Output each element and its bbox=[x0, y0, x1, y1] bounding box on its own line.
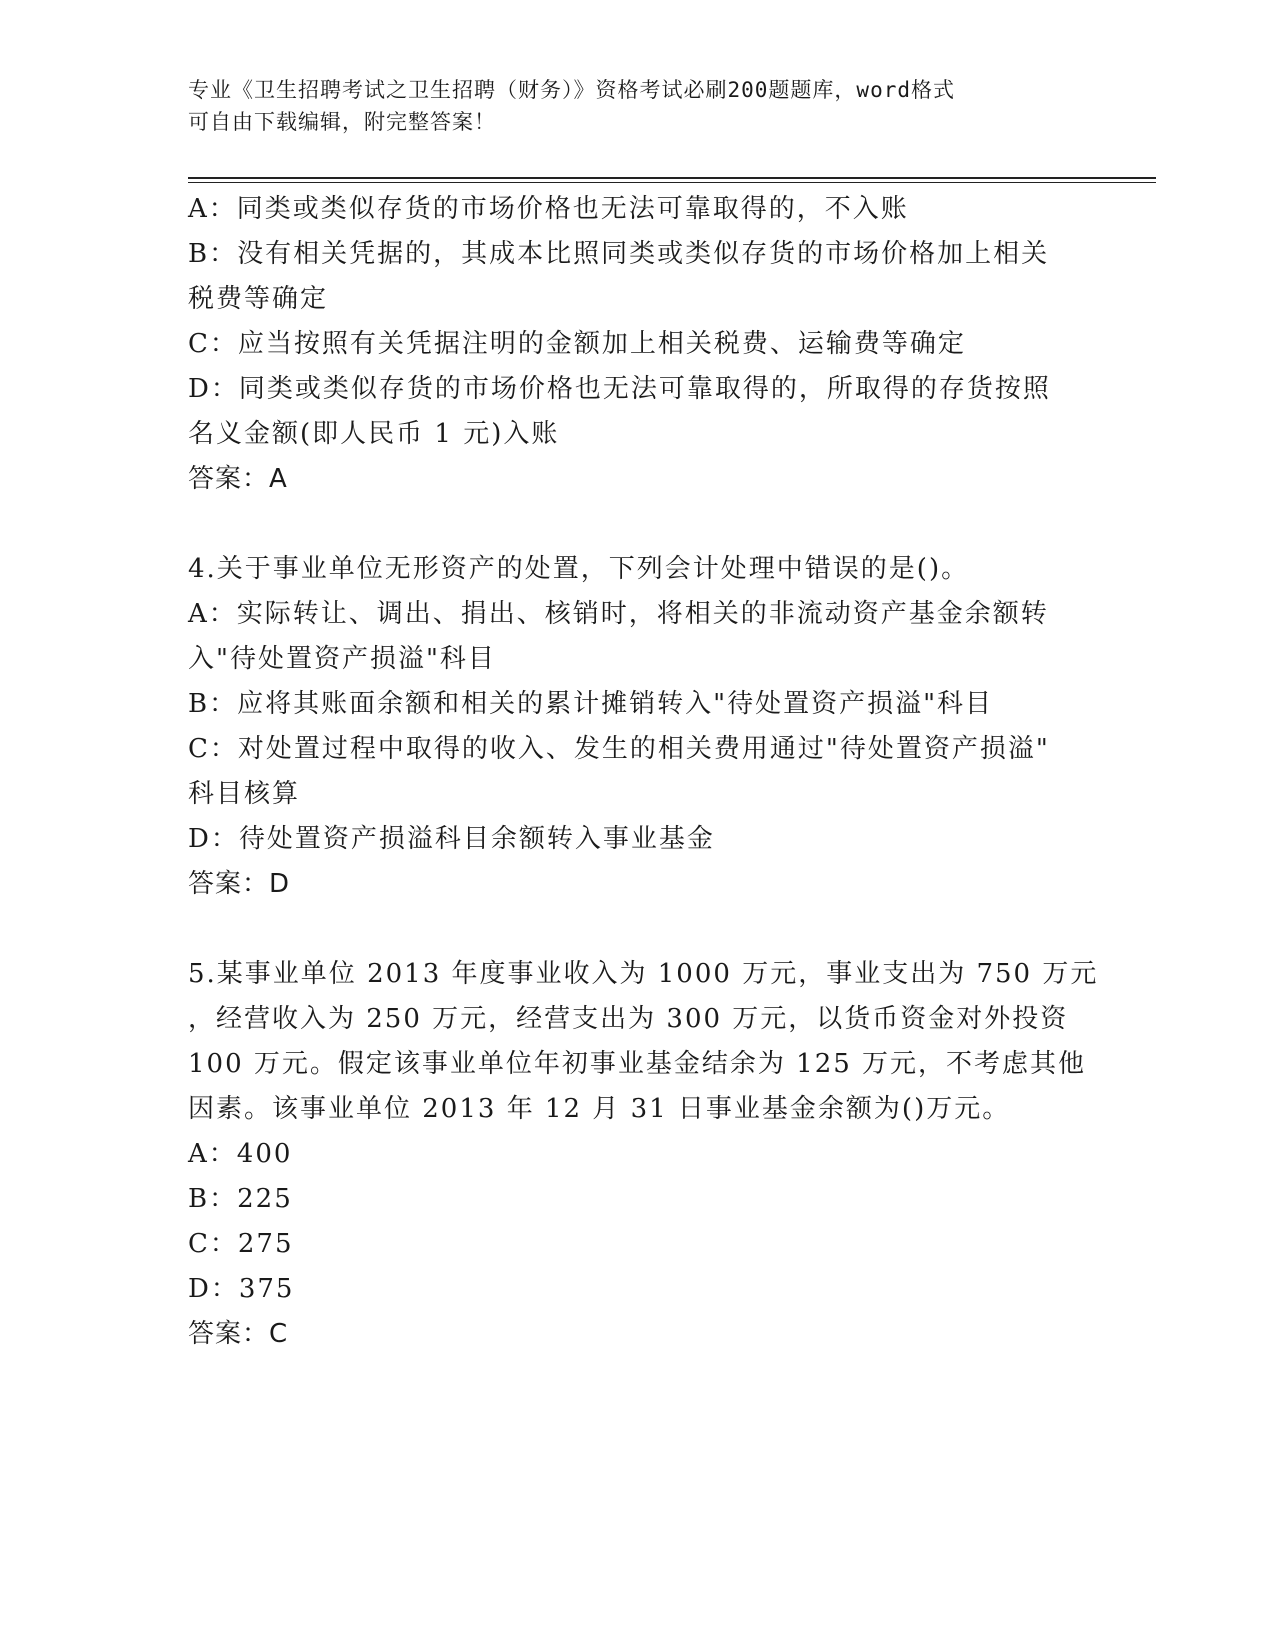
question-4-stem: 4.关于事业单位无形资产的处置，下列会计处理中错误的是()。 bbox=[188, 554, 970, 584]
question-5-stem-line-2: ，经营收入为 250 万元，经营支出为 300 万元，以货币资金对外投资 bbox=[188, 1004, 1069, 1034]
header-divider-thick bbox=[188, 177, 1156, 179]
question-4-block bbox=[188, 547, 1088, 907]
question-5-stem-line-4: 因素。该事业单位 2013 年 12 月 31 日事业基金余额为()万元。 bbox=[188, 1094, 1011, 1124]
question-5-option-d: D：375 bbox=[188, 1274, 295, 1304]
header-title-line-2: 可自由下载编辑，附完整答案！ bbox=[188, 110, 496, 134]
document-header bbox=[188, 74, 1068, 138]
question-3-option-d-line-2: 名义金额(即人民币 1 元)入账 bbox=[188, 419, 560, 449]
question-5-stem-line-3: 100 万元。假定该事业单位年初事业基金结余为 125 万元，不考虑其他 bbox=[188, 1049, 1087, 1079]
spacer bbox=[188, 502, 1088, 547]
question-3-option-c: C：应当按照有关凭据注明的金额加上相关税费、运输费等确定 bbox=[188, 329, 966, 359]
question-3-option-d-line-1: D：同类或类似存货的市场价格也无法可靠取得的，所取得的存货按照 bbox=[188, 374, 1051, 404]
question-3-option-b-line-2: 税费等确定 bbox=[188, 284, 329, 314]
question-5-option-a: A：400 bbox=[188, 1139, 293, 1169]
header-title-line-1: 专业《卫生招聘考试之卫生招聘（财务）》资格考试必刷200题题库，word格式 bbox=[188, 78, 955, 102]
question-4-option-a-line-2: 入"待处置资产损溢"科目 bbox=[188, 644, 496, 674]
question-4-answer: 答案：D bbox=[188, 869, 291, 899]
question-3-answer: 答案：A bbox=[188, 464, 288, 494]
question-5-answer: 答案：C bbox=[188, 1319, 289, 1349]
question-5-block bbox=[188, 952, 1099, 1357]
question-3-option-b-line-1: B：没有相关凭据的，其成本比照同类或类似存货的市场价格加上相关 bbox=[188, 239, 1050, 269]
question-4-option-d: D：待处置资产损溢科目余额转入事业基金 bbox=[188, 824, 715, 854]
question-4-option-b: B：应将其账面余额和相关的累计摊销转入"待处置资产损溢"科目 bbox=[188, 689, 994, 719]
question-3-option-a: A：同类或类似存货的市场价格也无法可靠取得的，不入账 bbox=[188, 194, 909, 224]
question-4-option-a-line-1: A：实际转让、调出、捐出、核销时，将相关的非流动资产基金余额转 bbox=[188, 599, 1049, 629]
question-3-block bbox=[188, 187, 1088, 502]
question-5-stem-line-1: 5.某事业单位 2013 年度事业收入为 1000 万元，事业支出为 750 万元 bbox=[188, 959, 1099, 989]
spacer bbox=[188, 907, 1088, 952]
question-4-option-c-line-1: C：对处置过程中取得的收入、发生的相关费用通过"待处置资产损溢" bbox=[188, 734, 1050, 764]
question-content bbox=[188, 187, 1099, 1357]
question-5-option-c: C：275 bbox=[188, 1229, 294, 1259]
question-4-option-c-line-2: 科目核算 bbox=[188, 779, 301, 809]
header-divider-thin bbox=[188, 182, 1156, 183]
question-5-option-b: B：225 bbox=[188, 1184, 293, 1214]
